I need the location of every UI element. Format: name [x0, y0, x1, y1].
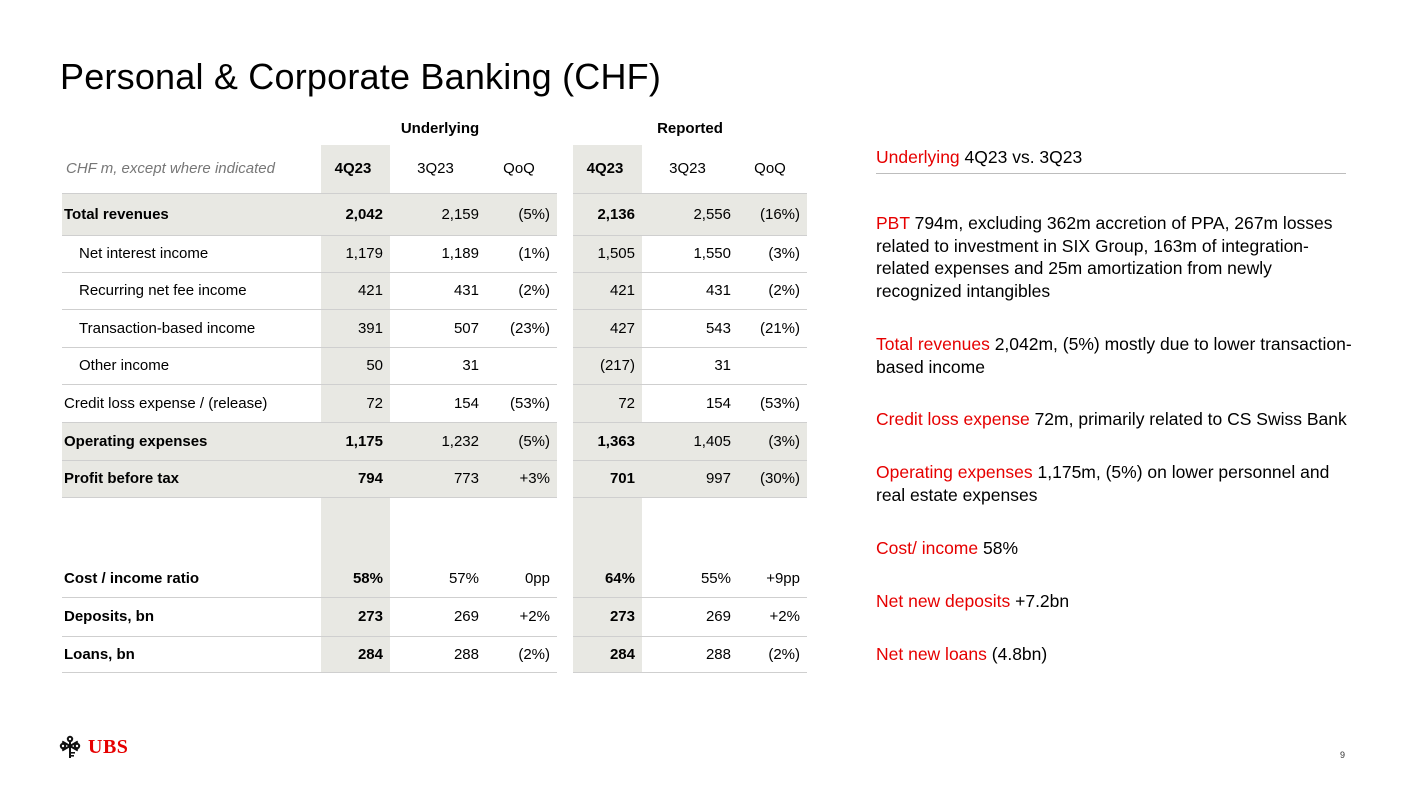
- table-cell: 0pp: [486, 497, 557, 597]
- commentary-item: [876, 333, 1356, 378]
- table-cell: 284: [321, 636, 390, 672]
- commentary-item-label: Net new deposits: [876, 591, 1011, 611]
- column-gap: [557, 384, 573, 422]
- table-cell: (53%): [738, 384, 807, 422]
- column-header: 3Q23: [390, 145, 486, 193]
- row-label: Total revenues: [62, 193, 321, 235]
- table-cell: 543: [642, 309, 738, 347]
- table-cell: (1%): [486, 235, 557, 272]
- column-gap: [557, 636, 573, 672]
- table-cell: +2%: [486, 597, 557, 636]
- commentary-item-text: (4.8bn): [986, 644, 1048, 664]
- column-gap: [557, 235, 573, 272]
- table-cell: +3%: [486, 460, 557, 497]
- table-cell: (2%): [738, 272, 807, 309]
- table-row: [62, 636, 807, 672]
- table-cell: [738, 347, 807, 384]
- commentary-item: [876, 643, 1356, 666]
- column-gap: [557, 272, 573, 309]
- page-title: Personal & Corporate Banking (CHF): [60, 56, 662, 97]
- commentary-item-text: 58%: [978, 538, 1019, 558]
- table-cell: (30%): [738, 460, 807, 497]
- column-gap: [557, 145, 573, 193]
- table-cell: 273: [573, 597, 642, 636]
- table-cell: (53%): [486, 384, 557, 422]
- table-cell: 1,175: [321, 422, 390, 460]
- ubs-logo: [58, 734, 128, 760]
- table-cell: 64%: [573, 497, 642, 597]
- table-cell: 2,556: [642, 193, 738, 235]
- table-header-row: [62, 145, 807, 193]
- table-row: [62, 309, 807, 347]
- table-cell: 1,232: [390, 422, 486, 460]
- commentary-panel: [876, 146, 1356, 664]
- row-label: Net interest income: [62, 235, 321, 272]
- row-label: Operating expenses: [62, 422, 321, 460]
- table-cell: 58%: [321, 497, 390, 597]
- column-header: 3Q23: [642, 145, 738, 193]
- table-cell: 72: [573, 384, 642, 422]
- table-cell: (23%): [486, 309, 557, 347]
- table-cell: 31: [390, 347, 486, 384]
- commentary-item-text: 794m, excluding 362m accretion of PPA, 267m losses related to investment in SIX Group, 163m of integration-related expenses and 25m amortization from newly recognized intangibles: [876, 213, 1333, 301]
- commentary-item-text: 2,042m, (5%) mostly due to lower transaction-based income: [876, 334, 1352, 377]
- column-gap: [557, 347, 573, 384]
- commentary-item: [876, 461, 1356, 506]
- table-cell: 431: [642, 272, 738, 309]
- financial-table: [62, 145, 807, 673]
- commentary-heading-text: 4Q23 vs. 3Q23: [959, 147, 1083, 167]
- table-cell: 2,042: [321, 193, 390, 235]
- column-header: QoQ: [738, 145, 807, 193]
- commentary-item: [876, 537, 1356, 560]
- table-cell: +2%: [738, 597, 807, 636]
- table-cell: 794: [321, 460, 390, 497]
- commentary-item-text: +7.2bn: [1010, 591, 1070, 611]
- table-row: [62, 235, 807, 272]
- table-row: [62, 422, 807, 460]
- commentary-item-label: Total revenues: [876, 334, 990, 354]
- row-label: Credit loss expense / (release): [62, 384, 321, 422]
- column-gap: [557, 597, 573, 636]
- table-cell: 288: [642, 636, 738, 672]
- table-cell: 154: [390, 384, 486, 422]
- table-cell: 55%: [642, 497, 738, 597]
- table-row: [62, 272, 807, 309]
- table-cell: 997: [642, 460, 738, 497]
- unit-label: CHF m, except where indicated: [62, 145, 321, 193]
- table-cell: 2,159: [390, 193, 486, 235]
- table-row: [62, 497, 807, 597]
- table-cell: (2%): [738, 636, 807, 672]
- column-header: QoQ: [486, 145, 557, 193]
- table-cell: (3%): [738, 422, 807, 460]
- logo-text: UBS: [88, 735, 129, 758]
- table-cell: 1,550: [642, 235, 738, 272]
- commentary-item-label: Credit loss expense: [876, 409, 1030, 429]
- group-header-reported: Reported: [657, 120, 723, 137]
- table-cell: 391: [321, 309, 390, 347]
- row-label: Deposits, bn: [62, 597, 321, 636]
- table-cell: 154: [642, 384, 738, 422]
- row-label: Other income: [62, 347, 321, 384]
- column-gap: [557, 309, 573, 347]
- keys-icon: [58, 734, 82, 760]
- column-header: 4Q23: [321, 145, 390, 193]
- table-cell: 421: [573, 272, 642, 309]
- table-cell: 421: [321, 272, 390, 309]
- column-header: 4Q23: [573, 145, 642, 193]
- page-number: 9: [1340, 750, 1346, 760]
- commentary-item: [876, 590, 1356, 613]
- table-row: [62, 597, 807, 636]
- column-gap: [557, 497, 573, 597]
- table-cell: 72: [321, 384, 390, 422]
- table-cell: 701: [573, 460, 642, 497]
- table-cell: +9pp: [738, 497, 807, 597]
- table-cell: 1,363: [573, 422, 642, 460]
- row-label: Transaction-based income: [62, 309, 321, 347]
- row-label: Loans, bn: [62, 636, 321, 672]
- table-cell: 507: [390, 309, 486, 347]
- commentary-item: [876, 408, 1356, 431]
- table-row: [62, 193, 807, 235]
- table-cell: 1,505: [573, 235, 642, 272]
- table-cell: 57%: [390, 497, 486, 597]
- commentary-item-text: 1,175m, (5%) on lower personnel and real estate expenses: [876, 462, 1330, 505]
- row-label: Recurring net fee income: [62, 272, 321, 309]
- commentary-item-label: Net new loans: [876, 644, 987, 664]
- table-cell: (5%): [486, 193, 557, 235]
- commentary-item-label: PBT: [876, 213, 910, 233]
- table-cell: (217): [573, 347, 642, 384]
- table-row: [62, 460, 807, 497]
- table-cell: 1,405: [642, 422, 738, 460]
- group-header-underlying: Underlying: [400, 120, 480, 137]
- column-gap: [557, 422, 573, 460]
- table-cell: 273: [321, 597, 390, 636]
- table-cell: (16%): [738, 193, 807, 235]
- column-gap: [557, 460, 573, 497]
- commentary-item-label: Operating expenses: [876, 462, 1033, 482]
- table-cell: 269: [390, 597, 486, 636]
- table-cell: (5%): [486, 422, 557, 460]
- table-cell: 427: [573, 309, 642, 347]
- table-cell: 2,136: [573, 193, 642, 235]
- table-cell: (21%): [738, 309, 807, 347]
- table-cell: 431: [390, 272, 486, 309]
- table-cell: 1,179: [321, 235, 390, 272]
- table-cell: (2%): [486, 272, 557, 309]
- table-cell: 31: [642, 347, 738, 384]
- column-gap: [557, 193, 573, 235]
- table-cell: 1,189: [390, 235, 486, 272]
- table-cell: 284: [573, 636, 642, 672]
- commentary-heading: [876, 146, 1346, 174]
- commentary-item-label: Cost/ income: [876, 538, 979, 558]
- table-cell: 773: [390, 460, 486, 497]
- table-cell: (2%): [486, 636, 557, 672]
- commentary-item: [876, 212, 1356, 302]
- row-label: Profit before tax: [62, 460, 321, 497]
- table-cell: 288: [390, 636, 486, 672]
- table-cell: [486, 347, 557, 384]
- table-cell: 50: [321, 347, 390, 384]
- table-cell: (3%): [738, 235, 807, 272]
- table-row: [62, 347, 807, 384]
- table-row: [62, 384, 807, 422]
- commentary-heading-highlight: Underlying: [876, 147, 960, 167]
- commentary-item-text: 72m, primarily related to CS Swiss Bank: [1029, 409, 1347, 429]
- row-label: Cost / income ratio: [62, 497, 321, 597]
- table-cell: 269: [642, 597, 738, 636]
